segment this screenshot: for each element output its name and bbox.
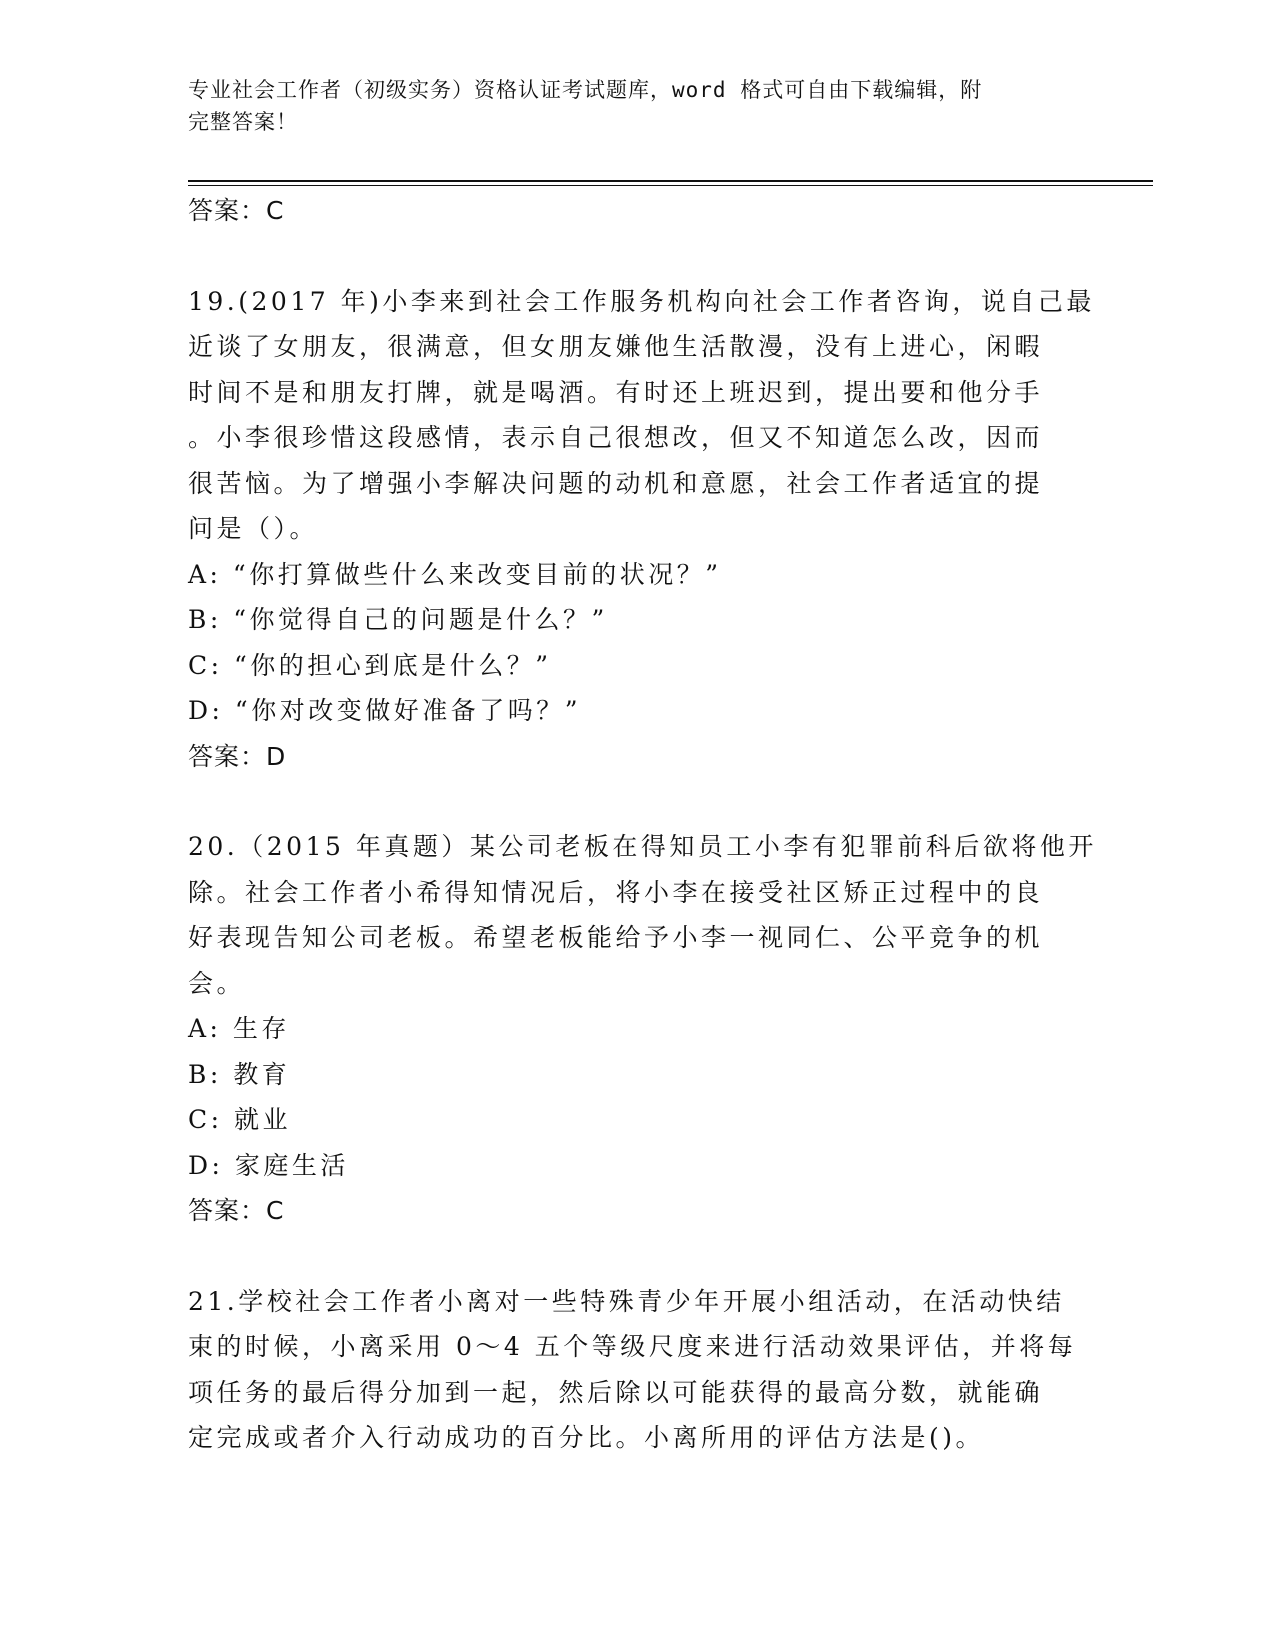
document-body bbox=[188, 188, 1097, 1461]
answer-line: 答案：C bbox=[188, 1196, 285, 1225]
question-21 bbox=[188, 1279, 1088, 1461]
header-line: 专业社会工作者（初级实务）资格认证考试题库，word 格式可自由下载编辑，附 bbox=[188, 78, 983, 102]
question-stem-line: 很苦恼。为了增强小李解决问题的动机和意愿，社会工作者适宜的提 bbox=[188, 468, 1044, 498]
header-rule-thin bbox=[188, 185, 1153, 186]
question-stem-line: 近谈了女朋友，很满意，但女朋友嫌他生活散漫，没有上进心，闲暇 bbox=[188, 332, 1044, 361]
question-stem-line: 项任务的最后得分加到一起，然后除以可能获得的最高分数，就能确 bbox=[188, 1377, 1044, 1407]
question-stem-line: 时间不是和朋友打牌，就是喝酒。有时还上班迟到，提出要和他分手 bbox=[188, 377, 1044, 407]
option-d: D: “你对改变做好准备了吗？” bbox=[188, 696, 581, 725]
question-20 bbox=[188, 824, 1097, 1234]
question-stem-line: 会。 bbox=[188, 968, 246, 998]
option-a: A: “你打算做些什么来改变目前的状况？” bbox=[188, 559, 722, 589]
question-stem-line: 19.(2017 年)小李来到社会工作服务机构向社会工作者咨询，说自己最 bbox=[188, 286, 1095, 316]
question-stem-line: 21.学校社会工作者小离对一些特殊青少年开展小组活动，在活动快结 bbox=[188, 1286, 1065, 1316]
option-c: C: 就业 bbox=[188, 1105, 291, 1134]
question-stem-line: 。小李很珍惜这段感情，表示自己很想改，但又不知道怎么改，因而 bbox=[188, 423, 1044, 452]
header-line: 完整答案！ bbox=[188, 110, 298, 134]
option-b: B: 教育 bbox=[188, 1059, 291, 1089]
question-stem-line: 定完成或者介入行动成功的百分比。小离所用的评估方法是()。 bbox=[188, 1423, 985, 1452]
question-stem-line: 束的时候，小离采用 0～4 五个等级尺度来进行活动效果评估，并将每 bbox=[188, 1332, 1077, 1361]
answer-line: 答案：D bbox=[188, 741, 287, 771]
question-stem-line: 好表现告知公司老板。希望老板能给予小李一视同仁、公平竞争的机 bbox=[188, 923, 1044, 952]
question-stem-line: 除。社会工作者小希得知情况后，将小李在接受社区矫正过程中的良 bbox=[188, 877, 1044, 907]
header-rule bbox=[188, 180, 1153, 182]
question-stem-line: 问是（）。 bbox=[188, 514, 319, 543]
option-d: D: 家庭生活 bbox=[188, 1150, 349, 1180]
page-header bbox=[188, 74, 1088, 138]
question-19 bbox=[188, 279, 1095, 780]
option-c: C: “你的担心到底是什么？” bbox=[188, 650, 552, 680]
question-stem-line: 20.（2015 年真题）某公司老板在得知员工小李有犯罪前科后欲将他开 bbox=[188, 832, 1097, 861]
option-a: A: 生存 bbox=[188, 1014, 290, 1043]
answer-line: 答案：C bbox=[188, 196, 285, 225]
option-b: B: “你觉得自己的问题是什么？” bbox=[188, 605, 608, 634]
